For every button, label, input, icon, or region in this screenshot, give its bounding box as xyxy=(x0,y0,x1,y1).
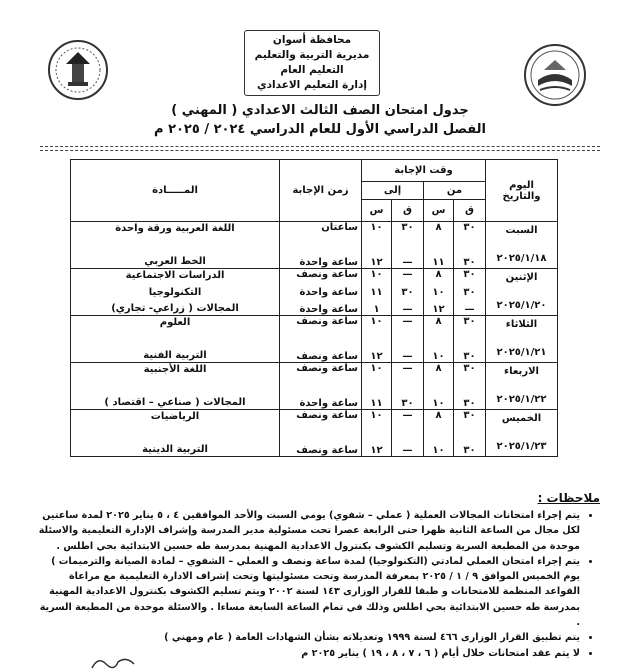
day-date: ٢٠٢٥/١/٢٢ xyxy=(496,394,547,405)
duration: ساعتان xyxy=(321,222,358,233)
notes-list xyxy=(36,508,596,661)
to-minutes: — xyxy=(402,363,413,374)
note-item: • يتم تطبيق القرار الوزارى ٤٦٦ لسنة ١٩٩٩ وتعديلاته بشأن الشهادات العامة ( عام ومهني ) xyxy=(36,630,580,645)
day-cell xyxy=(486,316,558,363)
header-from-minutes: ق xyxy=(454,200,486,222)
duration: ساعة ونصف xyxy=(296,351,358,362)
duration: ساعة ونصف xyxy=(296,445,358,456)
day-name: الإثنين xyxy=(505,272,538,283)
duration: ساعة واحدة xyxy=(299,257,358,268)
subject: الرياضيات xyxy=(150,411,200,422)
to-hours: ١١ xyxy=(370,398,383,409)
day-date: ٢٠٢٥/١/٢٠ xyxy=(496,300,547,311)
from-minutes: ٣٠ xyxy=(463,257,476,268)
from-hours: ٨ xyxy=(435,269,442,280)
to-minutes: — xyxy=(402,257,413,268)
day-cell xyxy=(486,269,558,316)
table-row xyxy=(71,410,558,457)
to-minutes: ٣٠ xyxy=(401,222,414,233)
subject: اللغة الأجنبية xyxy=(143,364,207,375)
note-item: • لا يتم عقد امتحانات خلال أيام ( ٦ ، ٧ ، ٨ ، ١٩ ) يناير ٢٠٢٥ م xyxy=(36,646,580,661)
to-minutes: — xyxy=(402,410,413,421)
day-date: ٢٠٢٥/١/٢٣ xyxy=(496,441,547,452)
to-hours: ١٢ xyxy=(370,445,383,456)
header-to-hours: س xyxy=(362,200,392,222)
from-minutes: ٣٠ xyxy=(463,410,476,421)
header-from: من xyxy=(424,182,486,200)
table-row xyxy=(71,363,558,410)
note-item: • يتم إجراء امتحانات المجالات العملية ( عملي – شفوي) يومي السبت والأحد الموافقين ٤ ، ٥ يناير ٢٠٢٥ لمدة ساعتين لكل مجال من الساعة الثانية ظهرا حتى الرابعة عصرا تحت مسئولية مدير المدرسة وإشراف الإدارة التعليمية والاسئلة موحدة من المطبعة السرية وتسليم الكشوف بكنترول الاعدادية المهنية بمدرسة طه حسين الابتدائية بحي اطلس . xyxy=(36,508,580,554)
header-subject: المـــــادة xyxy=(71,160,280,222)
to-hours: ١١ xyxy=(370,286,383,298)
signature-scribble-icon xyxy=(88,652,140,672)
to-minutes: ٣٠ xyxy=(401,398,414,409)
from-minutes: ٣٠ xyxy=(463,445,476,456)
from-hours: ٨ xyxy=(435,363,442,374)
day-date: ٢٠٢٥/١/٢١ xyxy=(496,347,547,358)
duration: ساعة واحدة xyxy=(299,398,358,409)
from-hours: ١٠ xyxy=(432,445,445,456)
day-cell xyxy=(486,222,558,269)
from-hours: ١٠ xyxy=(432,398,445,409)
duration: ساعة واحدة xyxy=(299,286,358,298)
subject: التربية الدينية xyxy=(142,444,208,455)
subject: اللغة العربية ورقة واحدة xyxy=(115,223,235,234)
divider xyxy=(40,146,600,147)
to-hours: ١٢ xyxy=(370,257,383,268)
duration: ساعة ونصف xyxy=(296,316,358,327)
from-hours: ١٢ xyxy=(432,304,445,315)
to-minutes: — xyxy=(402,316,413,327)
from-hours: ١٠ xyxy=(432,286,445,298)
from-minutes: ٣٠ xyxy=(463,222,476,233)
table-row xyxy=(71,222,558,269)
header-duration: زمن الإجابة xyxy=(280,160,362,222)
ministry-logo-icon xyxy=(520,40,590,110)
to-hours: ١٢ xyxy=(370,351,383,362)
from-minutes: ٣٠ xyxy=(463,363,476,374)
header-from-hours: س xyxy=(424,200,454,222)
from-minutes: ٣٠ xyxy=(463,316,476,327)
header-line-general-education: التعليم العام xyxy=(280,64,344,76)
day-cell xyxy=(486,363,558,410)
day-name: الثلاثاء xyxy=(505,319,538,330)
to-hours: ١٠ xyxy=(370,269,383,280)
document-title: جدول امتحان الصف الثالث الاعدادي ( المهني ) xyxy=(171,103,469,118)
duration: ساعة ونصف xyxy=(296,269,358,280)
from-minutes: ٣٠ xyxy=(463,286,476,298)
subject: الدراسات الاجتماعية xyxy=(125,270,225,281)
notes-title: ملاحظات : xyxy=(537,491,600,505)
to-minutes: ٣٠ xyxy=(401,286,414,298)
governorate-seal-icon xyxy=(46,38,110,102)
from-minutes: ٣٠ xyxy=(463,398,476,409)
from-hours: ٨ xyxy=(435,222,442,233)
from-minutes: ٣٠ xyxy=(463,269,476,280)
to-minutes: — xyxy=(402,351,413,362)
subject: الخط العربي xyxy=(144,256,206,267)
header-to: إلى xyxy=(362,182,424,200)
from-hours: ١٠ xyxy=(432,351,445,362)
subject: العلوم xyxy=(159,317,191,328)
from-minutes: ٣٠ xyxy=(463,351,476,362)
header-to-minutes: ق xyxy=(392,200,424,222)
day-date: ٢٠٢٥/١/١٨ xyxy=(496,253,547,264)
exam-schedule-table xyxy=(70,159,558,457)
note-item: • يتم إجراء امتحان العملي لمادتي (التكنولوجيا) لمدة ساعة ونصف و العملي – الشفوي – لمادة الصيانة والترميمات ) يوم الخميس الموافق ٩ / ١ / ٢٠٢٥ بمعرفة المدرسة وتحت مسئوليتها وتحت إشراف الادارة التعليمية مع مراعاة القواعد المنظمة للامتحانات و طبقا للقرار الوزارى ١٤٣ لسنة ٢٠٠٢ ويتم تسليم الكشوف بكنترول الاعدادية المهنية بمدرسة طه حسين الابتدائية بحي اطلس وذلك في تمام الساعة السابعة مساءا . والاسئلة موحدة من المطبعة السرية . xyxy=(36,554,580,630)
directorate-header-box xyxy=(244,30,380,96)
table-row xyxy=(71,269,558,316)
header-line-prep-administration: إدارة التعليم الاعدادي xyxy=(257,79,367,91)
subject: التكنولوجيا xyxy=(148,286,202,298)
duration: ساعة واحدة xyxy=(299,304,358,315)
subject: المجالات ( زراعي- تجاري) xyxy=(111,303,239,314)
day-cell xyxy=(486,410,558,457)
to-hours: ١٠ xyxy=(370,316,383,327)
day-name: السبت xyxy=(505,225,538,236)
from-minutes: — xyxy=(464,304,475,315)
day-name: الاربعاء xyxy=(504,366,539,377)
day-name: الخميس xyxy=(501,413,542,424)
header-answer-time: وقت الإجابة xyxy=(362,160,486,182)
to-hours: ١ xyxy=(373,304,380,315)
to-hours: ١٠ xyxy=(370,363,383,374)
document-subtitle: الفصل الدراسي الأول للعام الدراسي ٢٠٢٤ / ٢٠٢٥ م xyxy=(154,122,486,137)
header-day-date: اليوم والتاريخ xyxy=(486,160,558,222)
from-hours: ٨ xyxy=(435,410,442,421)
to-minutes: — xyxy=(402,269,413,280)
divider xyxy=(40,150,600,151)
to-minutes: — xyxy=(402,445,413,456)
header-line-directorate: مديرية التربية والتعليم xyxy=(254,49,370,61)
table-row xyxy=(71,316,558,363)
to-hours: ١٠ xyxy=(370,410,383,421)
to-hours: ١٠ xyxy=(370,222,383,233)
header-line-governorate: محافظة أسوان xyxy=(272,34,352,46)
subject: التربية الفنية xyxy=(143,350,207,361)
duration: ساعة ونصف xyxy=(296,410,358,421)
to-minutes: — xyxy=(402,304,413,315)
from-hours: ٨ xyxy=(435,316,442,327)
from-hours: ١١ xyxy=(432,257,445,268)
duration: ساعة ونصف xyxy=(296,363,358,374)
subject: المجالات ( صناعي – اقتصاد ) xyxy=(104,397,246,408)
